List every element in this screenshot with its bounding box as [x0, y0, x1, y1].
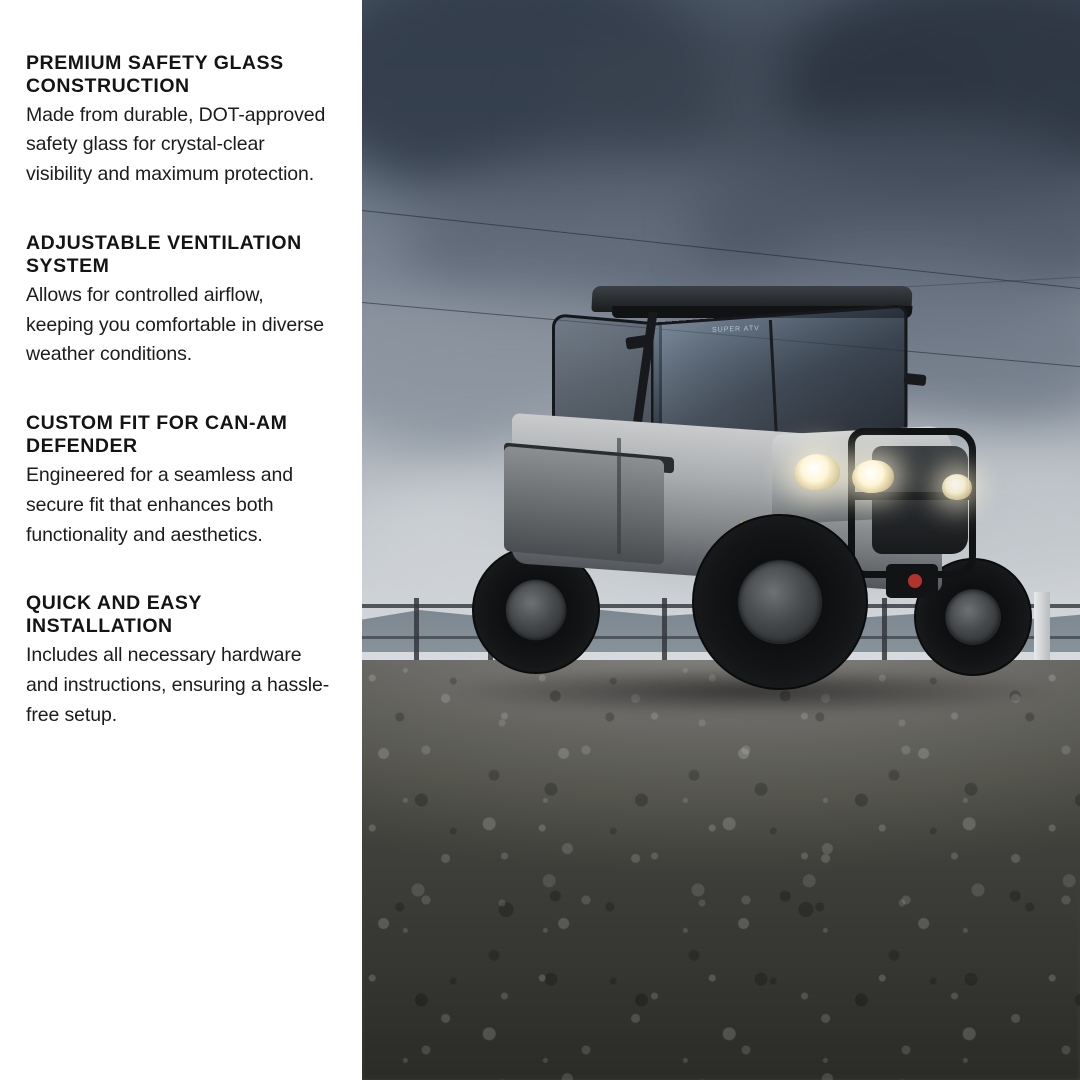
feature-body: Includes all necessary hardware and instructions, ensuring a hassle-free setup.: [26, 643, 330, 726]
feature-block-ventilation: [26, 232, 332, 370]
winch-indicator: [908, 574, 922, 588]
feature-title: CUSTOM FIT FOR CAN-AM DEFENDER: [26, 412, 288, 458]
headlight: [942, 474, 972, 500]
front-bumper: [848, 428, 976, 578]
gravel-ground: [362, 660, 1080, 1080]
feature-block-safety-glass: [26, 52, 332, 190]
feature-title: PREMIUM SAFETY GLASS CONSTRUCTION: [26, 52, 284, 97]
windshield-glass: [651, 304, 908, 444]
product-photo: [362, 0, 1080, 1080]
feature-body: Allows for controlled airflow, keeping you comfortable in diverse weather conditions.: [26, 283, 324, 366]
side-mirror: [903, 373, 926, 386]
feature-title: ADJUSTABLE VENTILATION SYSTEM: [26, 232, 302, 277]
windshield-decal: SUPER ATV: [712, 325, 760, 334]
feature-block-installation: [26, 592, 332, 730]
feature-block-custom-fit: [26, 412, 332, 550]
door-seam: [617, 438, 621, 554]
ground-foreground-blur: [362, 870, 1080, 1080]
feature-body: Made from durable, DOT-approved safety glass for crystal-clear visibility and maximum protection.: [26, 103, 326, 186]
feature-body: Engineered for a seamless and secure fit that enhances both functionality and aesthetics.: [26, 463, 294, 546]
feature-title: QUICK AND EASY INSTALLATION: [26, 592, 202, 638]
utv-vehicle: [442, 278, 1062, 718]
cargo-bed: [504, 446, 664, 565]
features-panel: [0, 0, 362, 1080]
front-wheel: [692, 514, 868, 690]
